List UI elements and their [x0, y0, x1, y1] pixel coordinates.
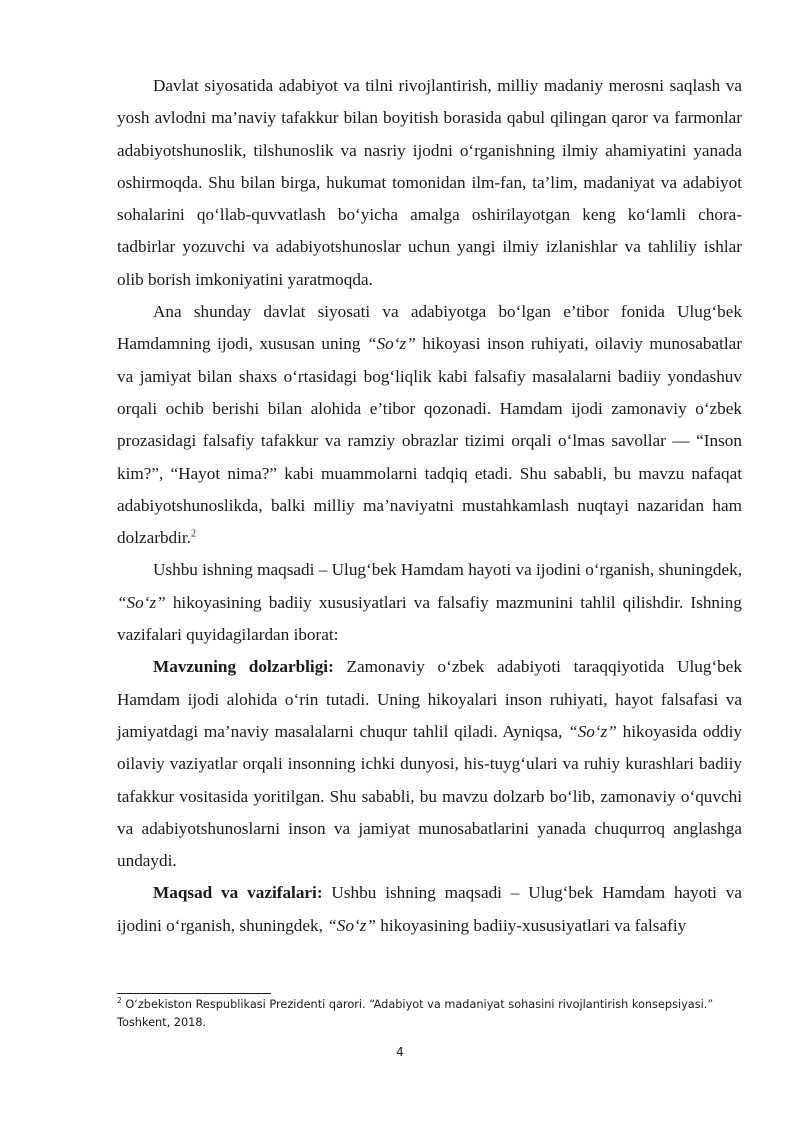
paragraph-5-text-b: hikoyasining badiiy-xususiyatlari va falsafiy [375, 915, 687, 935]
paragraph-2 [117, 296, 742, 554]
paragraph-3-text-a: Ushbu ishning maqsadi – Ulug‘bek Hamdam hayoti va ijodini o‘rganish, shuningdek, [153, 560, 742, 580]
footnote-number: 2 [117, 996, 122, 1006]
paragraph-relevance [117, 651, 742, 877]
footnote-text: O‘zbekiston Respublikasi Prezidenti qarori. “Adabiyot va madaniyat sohasini rivojlantirish konsepsiyasi.” Toshkent, 2018. [117, 998, 714, 1029]
paragraph-1-text: Davlat siyosatida adabiyot va tilni rivojlantirish, milliy madaniy merosni saqlash va yosh avlodni ma’naviy tafakkur bilan boyitish borasida qabul qilingan qaror va farmonlar adabiyotshunoslik, tilshunoslik va nasriy ijodni o‘rganishning ilmiy ahamiyatini yanada oshirmoqda. Shu bilan birga, hukumat tomonidan ilm-fan, ta’lim, madaniyat va adabiyot sohalarini qo‘llab-quvvatlash bo‘yicha amalga oshirilayotgan keng ko‘lamli chora-tadbirlar yozuvchi va adabiyotshunoslar uchun yangi ilmiy izlanishlar va tahliliy ishlar olib borish imkoniyatini yaratmoqda. [117, 76, 742, 289]
story-title: “So‘z” [117, 592, 166, 612]
paragraph-3-text-b: hikoyasining badiiy xususiyatlari va falsafiy mazmunini tahlil qilishdir. Ishning vazifalari quyidagilardan iborat: [117, 592, 742, 645]
story-title: “So‘z” [367, 334, 416, 354]
paragraph-1 [117, 70, 742, 296]
goals-heading: Maqsad va vazifalari: [153, 883, 323, 903]
paragraph-3 [117, 554, 742, 651]
paragraph-2-text-a: Ana shunday davlat siyosati va adabiyotga bo‘lgan e’tibor fonida Ulug‘bek Hamdamning ijodi, xususan uning [117, 302, 742, 354]
paragraph-goals [117, 877, 742, 942]
body-text [117, 70, 742, 942]
paragraph-2-text-b: hikoyasi inson ruhiyati, oilaviy munosabatlar va jamiyat bilan shaxs o‘rtasidagi bog‘liqlik kabi falsafiy masalalarni badiiy yondashuv orqali ochib berishi bilan alohida e’tibor qozonadi. Hamdam ijodi zamonaviy o‘zbek prozasidagi falsafiy tafakkur va ramziy obrazlar tizimi orqali o‘lmas savollar — “Inson kim?”, “Hayot nima?” kabi muammolarni tadqiq etadi. Shu sababli, bu mavzu nafaqat adabiyotshunoslikda, balki milliy ma’naviyatni mustahkamlash nuqtayi nazaridan ham dolzarbdir. [117, 334, 742, 548]
paragraph-5-text-a: Ushbu ishning maqsadi – Ulug‘bek Hamdam hayoti va ijodini o‘rganish, shuningdek, [117, 883, 743, 935]
story-title: “So‘z” [568, 721, 617, 741]
relevance-heading: Mavzuning dolzarbligi: [153, 657, 334, 677]
footnote [117, 996, 717, 1031]
story-title: “So‘z” [327, 915, 376, 935]
footnote-separator [117, 993, 271, 994]
paragraph-4-text-b: hikoyasida oddiy oilaviy vaziyatlar orqali insonning ichki dunyosi, his-tuyg‘ulari va ruhiy kurashlari badiiy tafakkur vositasida yoritilgan. Shu sababli, bu mavzu dolzarb bo‘lib, zamonaviy o‘quvchi va adabiyotshunoslarni inson va jamiyat munosabatlarini yanada chuqurroq anglashga undaydi. [117, 721, 742, 871]
paragraph-4-text-a: Zamonaviy o‘zbek adabiyoti taraqqiyotida Ulug‘bek Hamdam ijodi alohida o‘rin tutadi. Uning hikoyalari inson ruhiyati, hayot falsafasi va jamiyatdagi ma’naviy masalalarni chuqur tahlil qiladi. Ayniqsa, [117, 657, 742, 741]
footnote-reference[interactable]: 2 [190, 528, 196, 540]
page-number: 4 [396, 1045, 404, 1059]
